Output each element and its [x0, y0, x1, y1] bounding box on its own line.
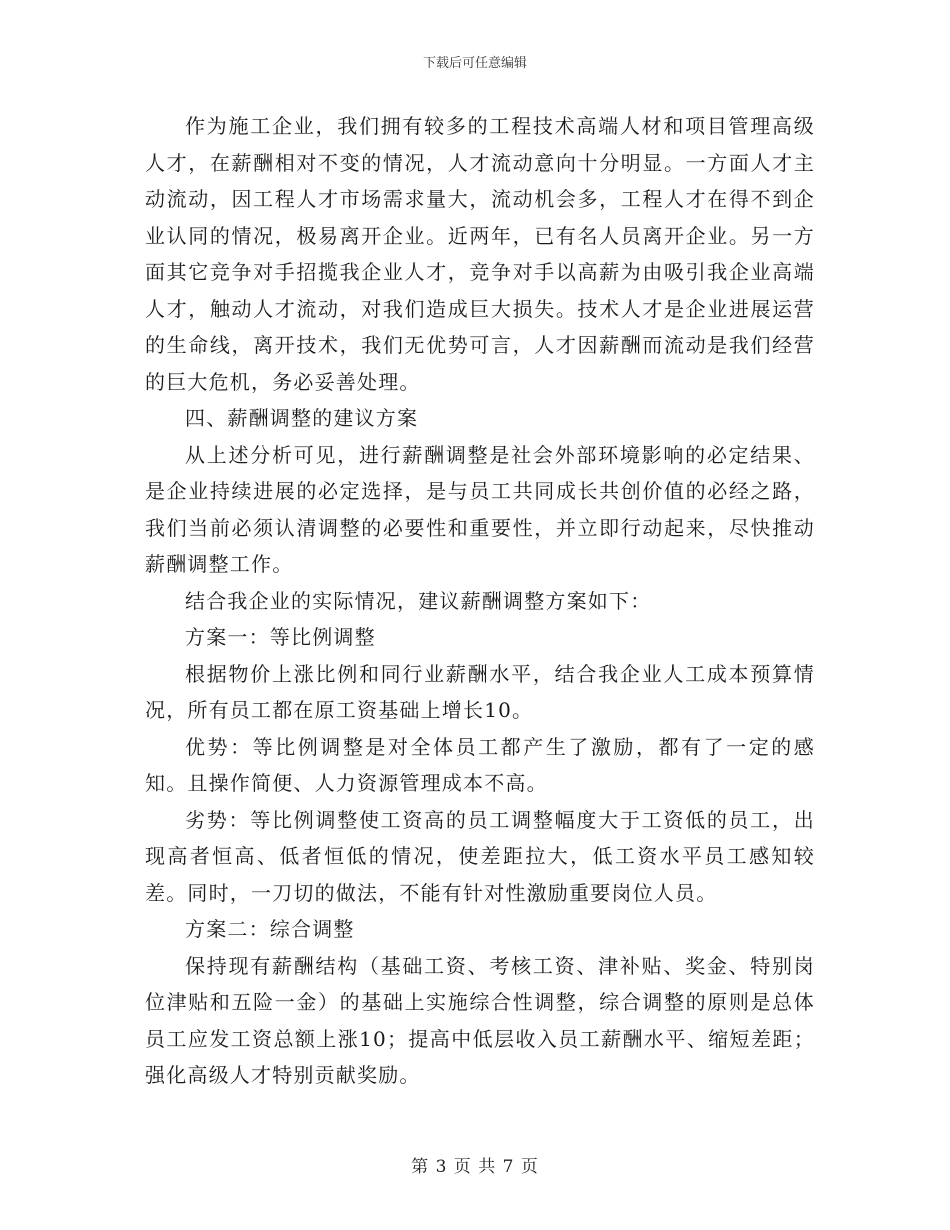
section-heading-proposal: 四、薪酬调整的建议方案: [185, 406, 419, 430]
page-number: 第 3 页 共 7 页: [411, 1157, 539, 1177]
plan-two-heading: 方案二：综合调整: [185, 917, 355, 941]
paragraph-intro-plans: 结合我企业的实际情况，建议薪酬调整方案如下：: [185, 588, 652, 613]
plan-one-advantages: 优势：等比例调整是对全体员工都产生了激励，都有了一定的感知。且操作简便、人力资源管理成本不高。: [145, 734, 815, 795]
plan-one-disadvantages: 劣势：等比例调整使工资高的员工调整幅度大于工资低的员工，出现高者恒高、低者恒低的情况，使差距拉大，低工资水平员工感知较差。同时，一刀切的做法，不能有针对性激励重要岗位人员。: [145, 807, 815, 905]
document-body: [145, 108, 815, 1094]
paragraph-analysis: 从上述分析可见，进行薪酬调整是社会外部环境影响的必定结果、是企业持续进展的必定选择，是与员工共同成长共创价值的必经之路，我们当前必须认清调整的必要性和重要性，并立即行动起来，尽快推动薪酬调整工作。: [145, 442, 815, 576]
paragraph-talent-flow: 作为施工企业，我们拥有较多的工程技术高端人材和项目管理高级人才，在薪酬相对不变的情况，人才流动意向十分明显。一方面人才主动流动，因工程人才市场需求量大，流动机会多，工程人才在得不到企业认同的情况，极易离开企业。近两年，已有名人员离开企业。另一方面其它竞争对手招揽我企业人才，竞争对手以高薪为由吸引我企业高端人才，触动人才流动，对我们造成巨大损失。技术人才是企业进展运营的生命线，离开技术，我们无优势可言，人才因薪酬而流动是我们经营的巨大危机，务必妥善处理。: [145, 114, 815, 394]
plan-one-heading: 方案一：等比例调整: [185, 625, 376, 649]
plan-one-description: 根据物价上涨比例和同行业薪酬水平，结合我企业人工成本预算情况，所有员工都在原工资基础上增长10。: [145, 661, 815, 722]
page-header: 下载后可任意编辑: [422, 56, 527, 71]
plan-two-description: 保持现有薪酬结构（基础工资、考核工资、津补贴、奖金、特别岗位津贴和五险一金）的基础上实施综合性调整，综合调整的原则是总体员工应发工资总额上涨10；提高中低层收入员工薪酬水平、缩短差距；强化高级人才特别贡献奖励。: [145, 953, 815, 1087]
